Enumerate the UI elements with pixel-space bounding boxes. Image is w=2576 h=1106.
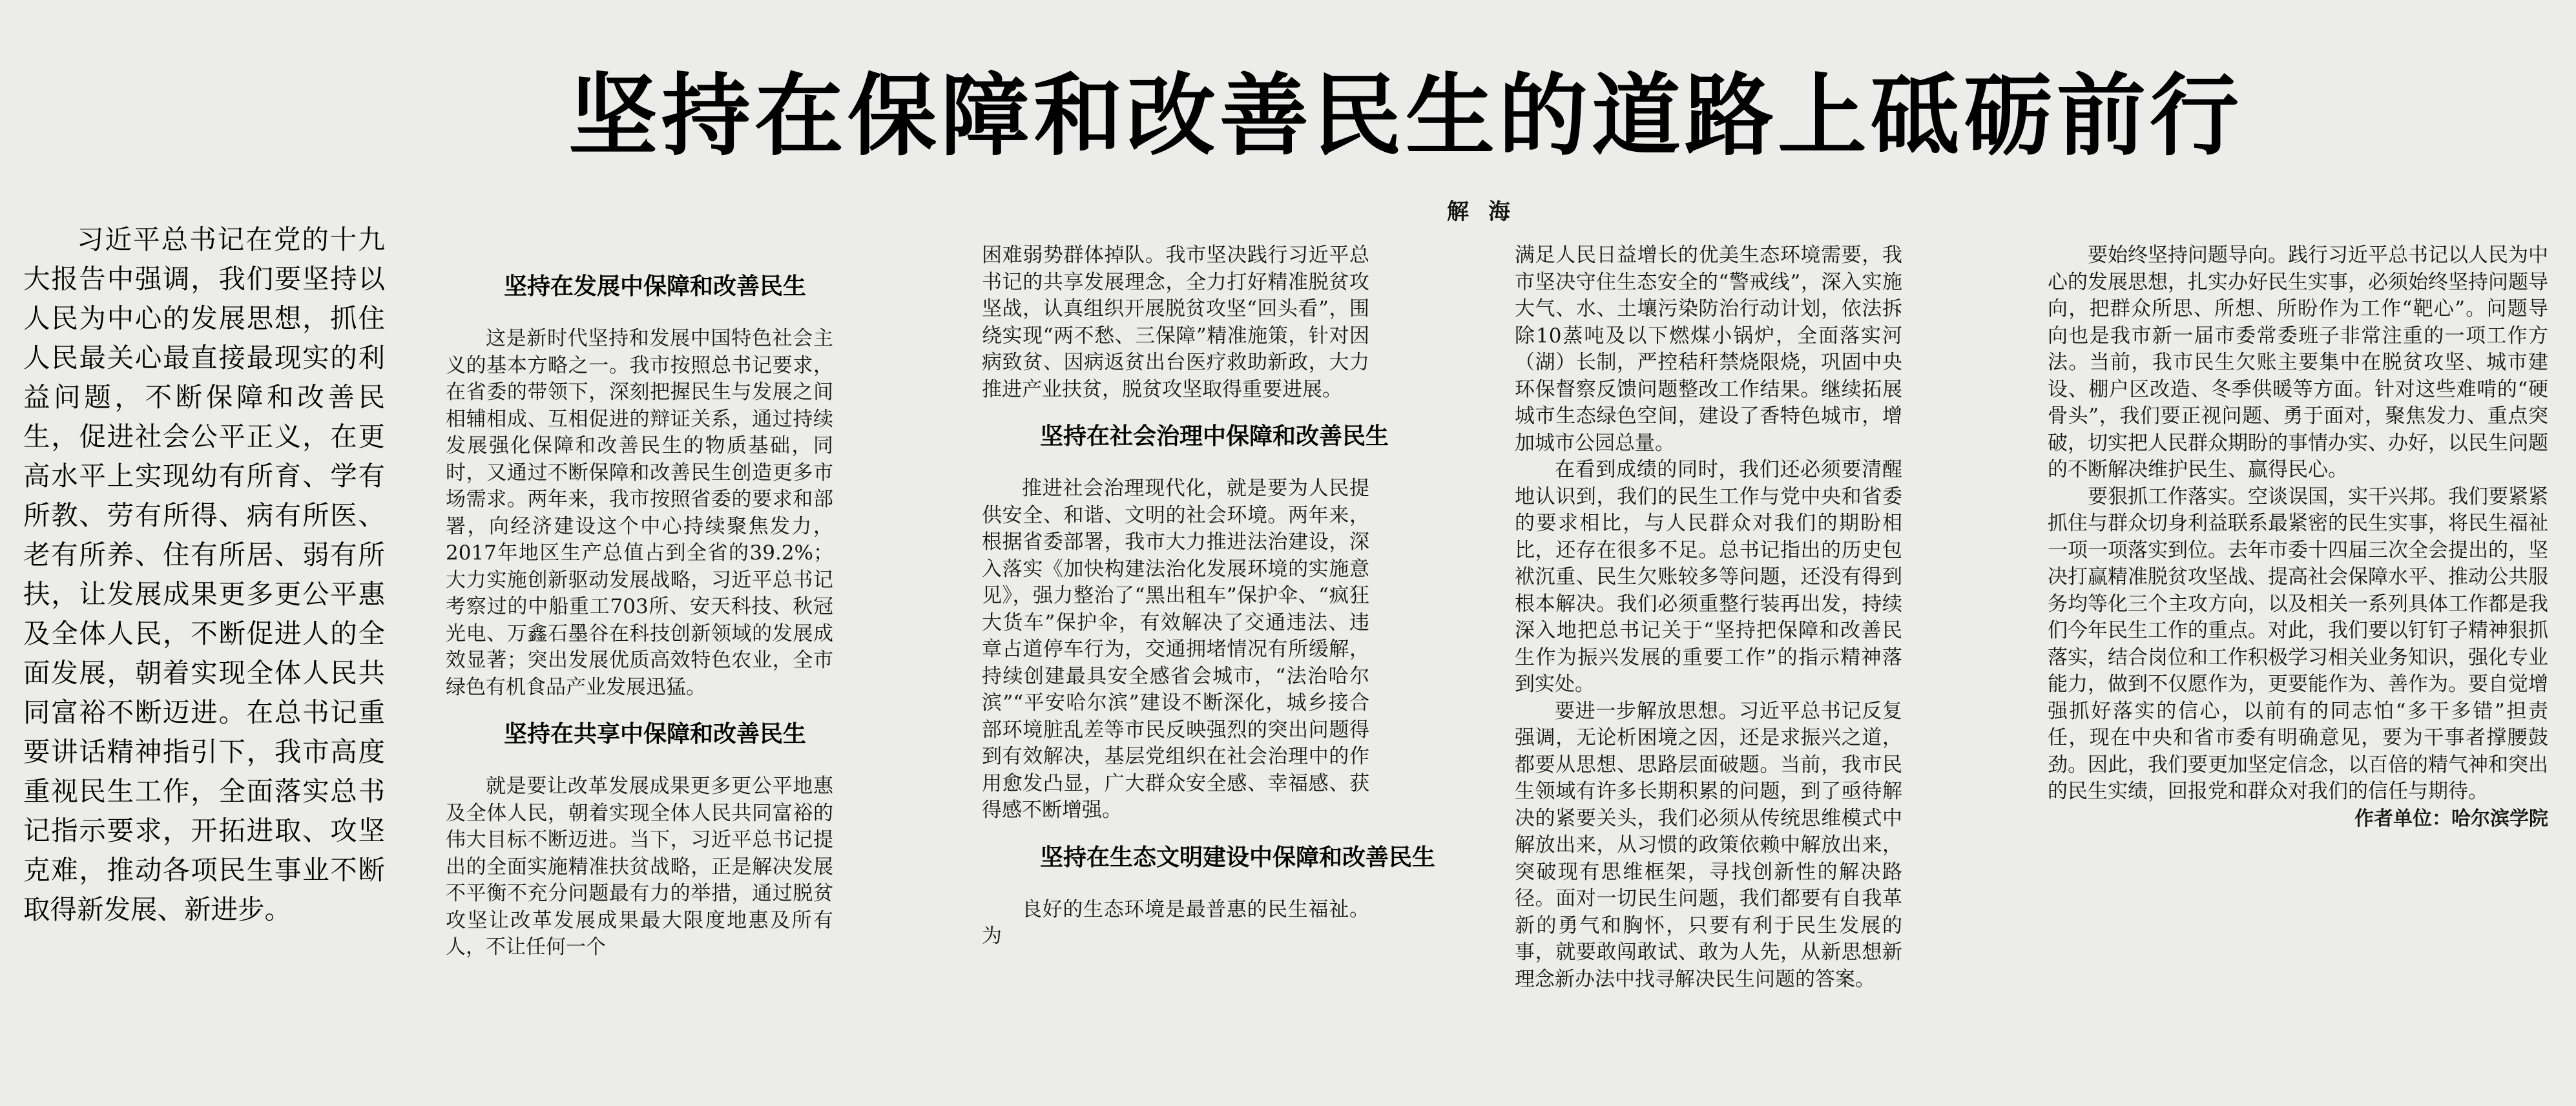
lead-column [23, 220, 385, 1098]
body-paragraph: 在看到成绩的同时，我们还必须要清醒地认识到，我们的民生工作与党中央和省委的要求相比，与人民群众对我们的期盼相比，还存在很多不足。总书记指出的历史包袱沉重、民生欠账较多等问题，还没有得到根本解决。我们必须重整行装再出发，持续深入地把总书记关于“坚持把保障和改善民生作为振兴发展的重要工作”的指示精神落到实处。 [1515, 458, 1902, 696]
body-paragraph: 就是要让改革发展成果更多更公平地惠及全体人民，朝着实现全体人民共同富裕的伟大目标不断迈进。当下，习近平总书记提出的全面实施精准扶贫战略，正是解决发展不平衡不充分问题最有力的举措，通过脱贫攻坚让改革发展成果最大限度地惠及所有人，不让任何一个 [446, 775, 833, 959]
body-paragraph: 要始终坚持问题导向。践行习近平总书记以人民为中心的发展思想，扎实办好民生实事，必须始终坚持问题导向，把群众所思、所想、所盼作为工作“靶心”。问题导向也是我市新一届市委常委班子非常注重的一项工作方法。当前，我市民生欠账主要集中在脱贫攻坚、城市建设、棚户区改造、冬季供暖等方面。针对这些难啃的“硬骨头”，我们要正视问题、勇于面对，聚焦发力、重点突破，切实把人民群众期盼的事情办实、办好，以民生问题的不断解决维护民生、赢得民心。 [2048, 244, 2548, 481]
body-paragraph: 要进一步解放思想。习近平总书记反复强调，无论析困境之因，还是求振兴之道，都要从思想、思路层面破题。当前，我市民生领域有许多长期积累的问题，到了亟待解决的紧要关头，我们必须从传统思维模式中解放出来，从习惯的政策依赖中解放出来，突破现有思维框架，寻找创新性的解决路径。面对一切民生问题，我们都要有自我革新的勇气和胸怀，只要有利于民生发展的事，就要敢闯敢试、敢为人先，从新思想新理念新办法中找寻解决民生问题的答案。 [1515, 699, 1902, 991]
section-heading: 坚持在发展中保障和改善民生 [504, 273, 807, 300]
body-column-4 [2048, 242, 2548, 1101]
body-paragraph: 推进社会治理现代化，就是要为人民提供安全、和谐、文明的社会环境。两年来，根据省委部署，我市大力推进法治建设，深入落实《加快构建法治化发展环境的实施意见》，强力整治了“黑出租车”保护伞、“疯狂大货车”保护伞，有效解决了交通违法、违章占道停车行为，交通拥堵情况有所缓解，持续创建最具安全感省会城市，“法治哈尔滨”“平安哈尔滨”建设不断深化，城乡接合部环境脏乱差等市民反映强烈的突出问题得到有效解决，基层党组织在社会治理中的作用愈发凸显，广大群众安全感、幸福感、获得感不断增强。 [982, 477, 1369, 822]
author-affiliation: 作者单位：哈尔滨学院 [2354, 807, 2548, 830]
body-paragraph: 困难弱势群体掉队。我市坚决践行习近平总书记的共享发展理念，全力打好精准脱贫攻坚战，认真组织开展脱贫攻坚“回头看”，围绕实现“两不愁、三保障”精准施策，针对因病致贫、因病返贫出台医疗救助新政，大力推进产业扶贫，脱贫攻坚取得重要进展。 [982, 244, 1369, 401]
section-heading: 坚持在共享中保障和改善民生 [504, 721, 807, 747]
section-heading: 坚持在社会治理中保障和改善民生 [1040, 423, 1389, 450]
article-headline: 坚持在保障和改善民生的道路上砥砺前行 [568, 64, 2243, 168]
body-column-1 [446, 239, 833, 1098]
body-paragraph: 满足人民日益增长的优美生态环境需要，我市坚决守住生态安全的“警戒线”，深入实施大气、水、土壤污染防治行动计划，依法拆除10蒸吨及以下燃煤小锅炉，全面落实河（湖）长制，严控秸秆禁烧限烧，巩固中央环保督察反馈问题整改工作结果。继续拓展城市生态绿色空间，建设了香特色城市，增加城市公园总量。 [1515, 244, 1902, 455]
author-byline: 解海 [1447, 199, 1530, 225]
body-paragraph: 良好的生态环境是最普惠的民生福祉。为 [982, 897, 1369, 948]
lead-paragraph: 习近平总书记在党的十九大报告中强调，我们要坚持以人民为中心的发展思想，抓住人民最关心最直接最现实的利益问题，不断保障和改善民生，促进社会公平正义，在更高水平上实现幼有所育、学有所教、劳有所得、病有所医、老有所养、住有所居、弱有所扶，让发展成果更多更公平惠及全体人民，不断促进人的全面发展，朝着实现全体人民共同富裕不断迈进。在总书记重要讲话精神指引下，我市高度重视民生工作，全面落实总书记指示要求，开拓进取、攻坚克难，推动各项民生事业不断取得新发展、新进步。 [23, 224, 385, 925]
body-paragraph: 这是新时代坚持和发展中国特色社会主义的基本方略之一。我市按照总书记要求，在省委的带领下，深刻把握民生与发展之间相辅相成、互相促进的辩证关系，通过持续发展强化保障和改善民生的物质基础，同时，又通过不断保障和改善民生创造更多市场需求。两年来，我市按照省委的要求和部署，向经济建设这个中心持续聚焦发力，2017年地区生产总值占到全省的39.2%；大力实施创新驱动发展战略，习近平总书记考察过的中船重工703所、安天科技、秋冠光电、万鑫石墨谷在科技创新领域的发展成效显著；突出发展优质高效特色农业，全市绿色有机食品产业发展迅猛。 [446, 327, 833, 699]
section-heading: 坚持在生态文明建设中保障和改善民生 [1040, 844, 1436, 871]
body-paragraph: 要狠抓工作落实。空谈误国，实干兴邦。我们要紧紧抓住与群众切身利益联系最紧密的民生实事，将民生福祉一项一项落实到位。去年市委十四届三次全会提出的，坚决打赢精准脱贫攻坚战、提高社会保障水平、推动公共服务均等化三个主攻方向，以及相关一系列具体工作都是我们今年民生工作的重点。对此，我们要以钉钉子精神狠抓落实，结合岗位和工作积极学习相关业务知识，强化专业能力，做到不仅愿作为，更要能作为、善作为。要自觉增强抓好落实的信心，以前有的同志怕“多干多错”担责任，现在中央和省市委有明确意见，要为干事者撑腰鼓劲。因此，我们要更加坚定信念，以百倍的精气神和突出的民生实绩，回报党和群众对我们的信任与期待。 [2048, 485, 2548, 803]
body-column-2 [982, 242, 1436, 1101]
body-column-3 [1515, 242, 1902, 1101]
